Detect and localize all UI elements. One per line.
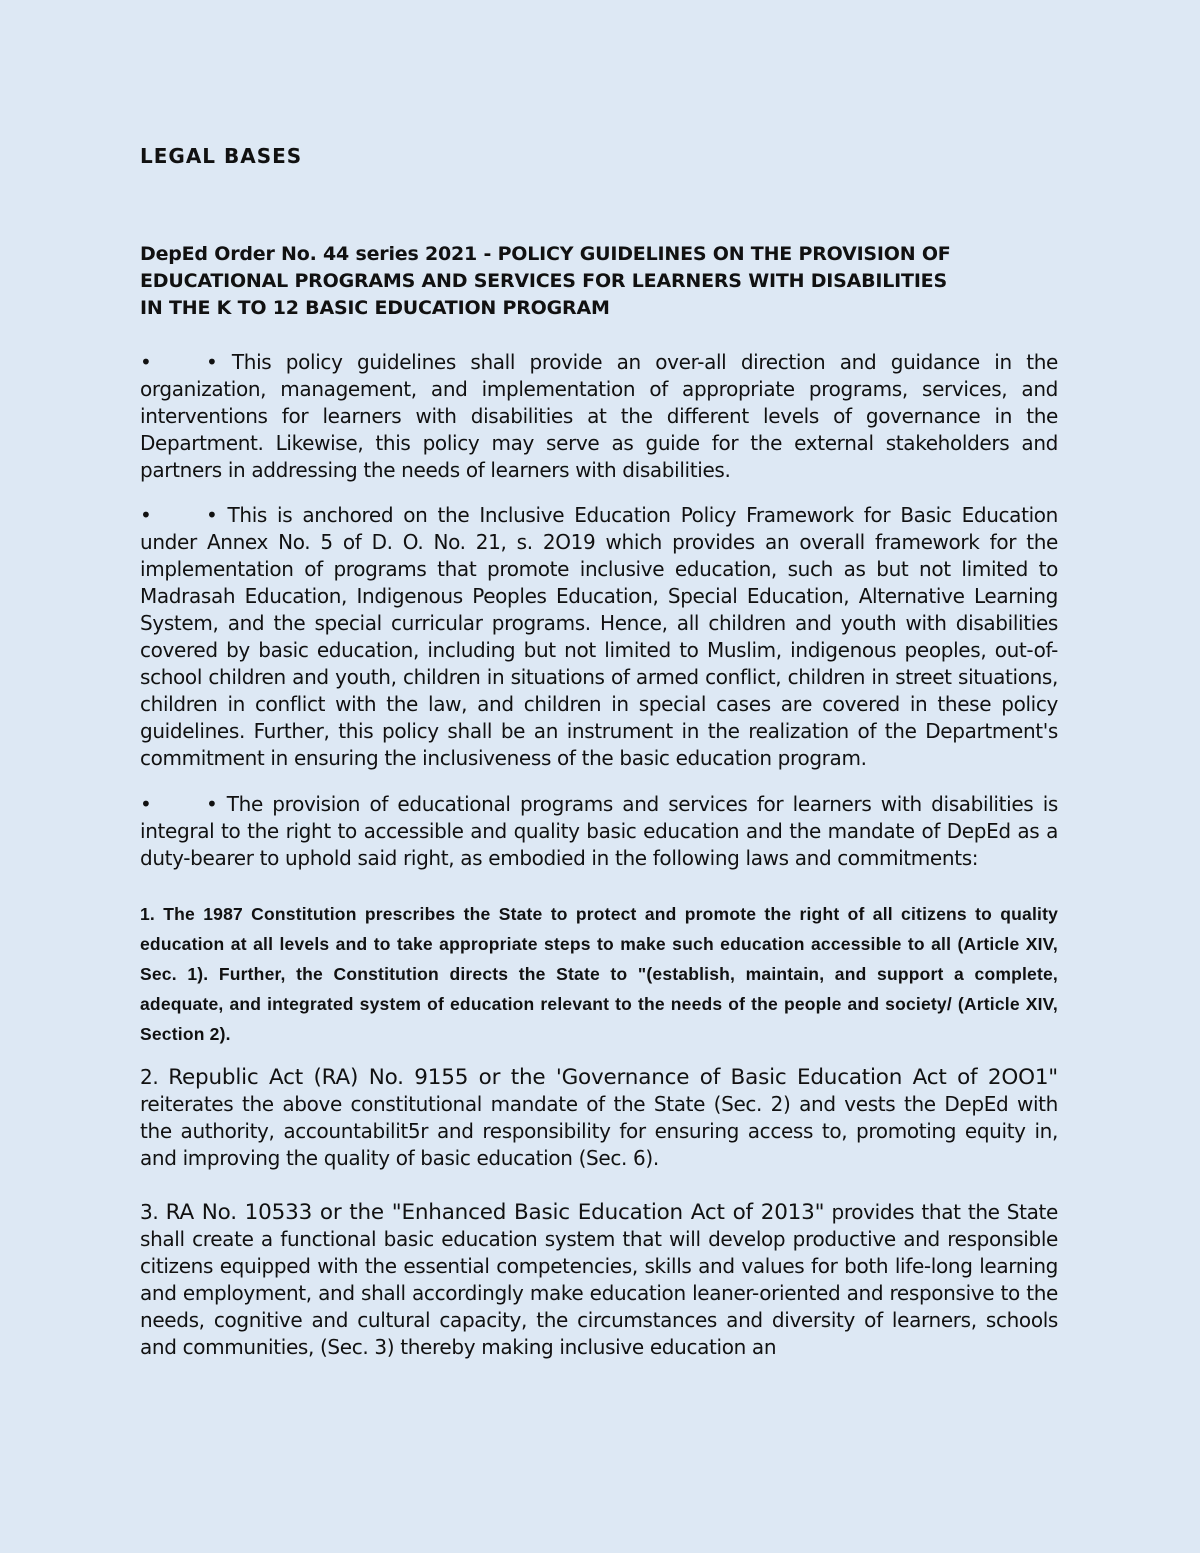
bullet-marker: • xyxy=(140,350,152,374)
bullet-paragraph xyxy=(140,502,1058,772)
law-number: 3. xyxy=(140,1200,159,1224)
bullet-marker: • xyxy=(140,503,152,527)
order-title-line: DepEd Order No. 44 series 2021 - POLICY GUIDELINES ON THE PROVISION OF xyxy=(140,243,951,265)
law-text: provides that the State shall create a functional basic education system that will develop productive and responsible citizens equipped with the essential competencies, skills and values for both life-long learning and employment, and shall accordingly make education leaner-oriented and responsive to the needs, cognitive and cultural capacity, the circumstances and diversity of learners, schools and communities, (Sec. 3) thereby making inclusive education an xyxy=(140,1200,1058,1359)
order-title xyxy=(140,241,1058,322)
law-item-constitution xyxy=(140,899,1058,1049)
page-heading: LEGAL BASES xyxy=(140,144,303,168)
law-number: 1. xyxy=(140,904,155,924)
law-text: prescribes the State to protect and promote the right of all citizens to quality education at all levels and to take appropriate steps to make such education accessible to all (Article XIV, Sec. 1). Further, the Constitution directs the State to "(establish, maintain, and support a complete, adequate, and integrated system of education relevant to the needs of the people and society/ (Article XIV, Section 2). xyxy=(140,904,1059,1044)
order-title-line: IN THE K TO 12 BASIC EDUCATION PROGRAM xyxy=(140,297,610,319)
bullet-marker: • xyxy=(140,792,152,816)
bullet-text: • This is anchored on the Inclusive Education Policy Framework for Basic Education under Annex No. 5 of D. O. No. 21, s. 2O19 which provides an overall framework for the implementation of programs that promote inclusive education, such as but not limited to Madrasah Education, Indigenous Peoples Education, Special Education, Alternative Learning System, and the special curricular programs. Hence, all children and youth with disabilities covered by basic education, including but not limited to Muslim, indigenous peoples, out-of-school children and youth, children in situations of armed conflict, children in street situations, children in conflict with the law, and children in special cases are covered in these policy guidelines. Further, this policy shall be an instrument in the realization of the Department's commitment in ensuring the inclusiveness of the basic education program. xyxy=(140,503,1058,770)
bullet-paragraph xyxy=(140,791,1058,872)
order-title-line: EDUCATIONAL PROGRAMS AND SERVICES FOR LEARNERS WITH DISABILITIES xyxy=(140,270,947,292)
law-text: reiterates the above constitutional mandate of the State (Sec. 2) and vests the DepEd with the authority, accountabilit5r and responsibility for ensuring access to, promoting equity in, and improving the quality of basic education (Sec. 6). xyxy=(140,1092,1058,1170)
law-item-ra-10533 xyxy=(140,1199,1058,1361)
bullet-paragraph xyxy=(140,349,1058,484)
law-title: RA No. 10533 or the "Enhanced Basic Education Act of 2013" xyxy=(165,1200,825,1225)
law-item-ra-9155 xyxy=(140,1064,1058,1172)
law-number: 2. xyxy=(140,1065,159,1089)
bullet-text: • The provision of educational programs and services for learners with disabilities is integral to the right to accessible and quality basic education and the mandate of DepEd as a duty-bearer to uphold said right, as embodied in the following laws and commitments: xyxy=(140,792,1058,870)
law-title: The 1987 Constitution xyxy=(163,904,357,924)
bullet-text: • This policy guidelines shall provide an over-all direction and guidance in the organization, management, and implementation of appropriate programs, services, and interventions for learners with disabilities at the different levels of governance in the Department. Likewise, this policy may serve as guide for the external stakeholders and partners in addressing the needs of learners with disabilities. xyxy=(140,350,1058,482)
law-title: Republic Act (RA) No. 9155 or the 'Governance of Basic Education Act of 2OO1" xyxy=(168,1065,1058,1090)
